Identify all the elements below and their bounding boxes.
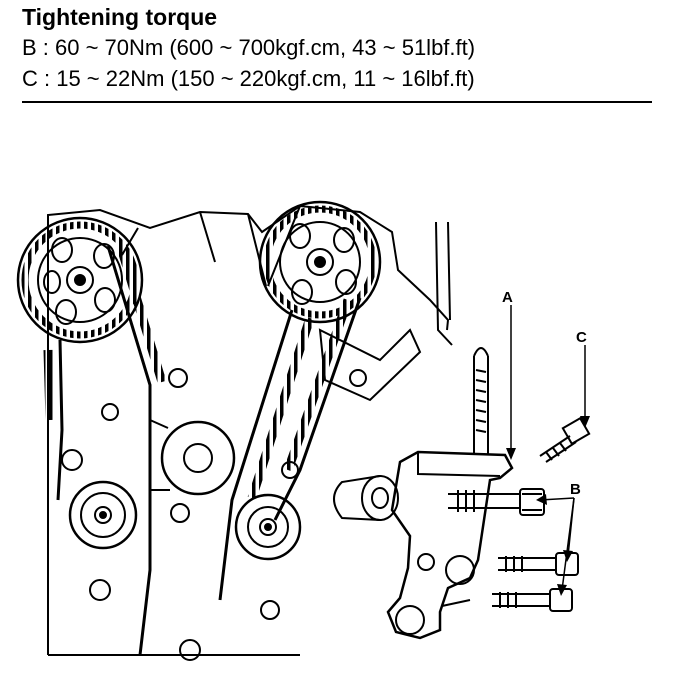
callout-a: A	[502, 289, 513, 306]
leader-lines	[511, 305, 585, 590]
spec-line-c: C : 15 ~ 22Nm (150 ~ 220kgf.cm, 11 ~ 16lbf.ft)	[22, 66, 475, 91]
callout-c: C	[576, 329, 587, 346]
spec-line-b: B : 60 ~ 70Nm (600 ~ 700kgf.cm, 43 ~ 51lbf.ft)	[22, 35, 476, 60]
stud-bolt	[474, 348, 488, 455]
bolt-c	[540, 418, 589, 462]
left-camshaft-sprocket	[18, 218, 142, 342]
tensioner-pulley	[150, 420, 234, 494]
bolt-b-upper	[448, 489, 544, 515]
mounting-bracket	[334, 452, 512, 638]
timing-belt	[48, 244, 360, 655]
spec-title: Tightening torque	[22, 4, 218, 30]
callout-b: B	[570, 481, 581, 498]
engine-block-outline	[48, 206, 452, 655]
idler-pulley	[236, 495, 300, 559]
left-idler-pulley	[70, 482, 136, 548]
